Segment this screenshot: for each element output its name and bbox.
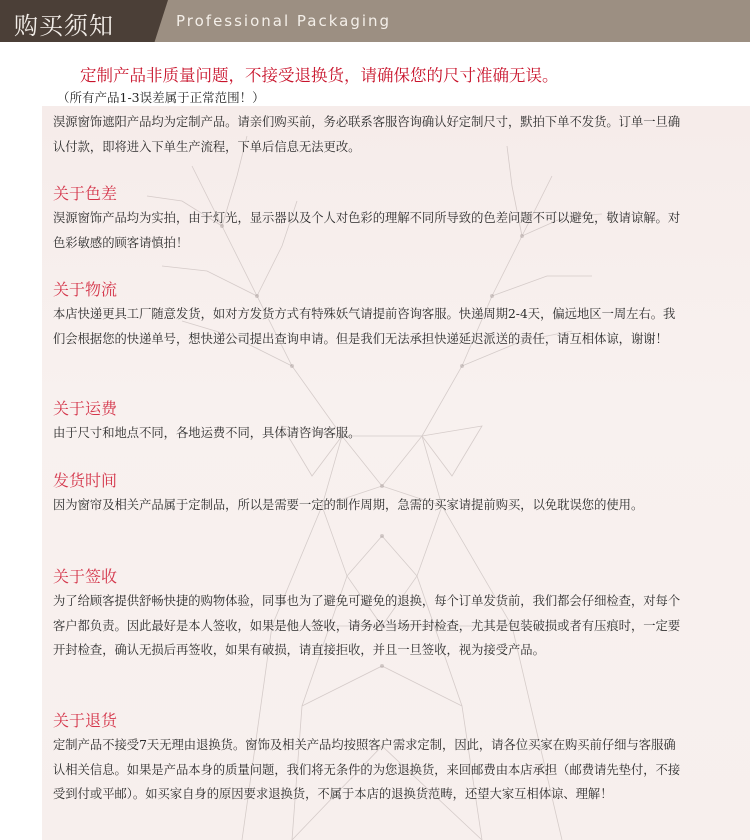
section-body: 本店快递更具工厂随意发货，如对方发货方式有特殊妖气请提前咨询客服。快递周期2-4天，偏远地区一周左右。我们会根据您的快递单号，想快递公司提出查询申请。但是我们无法承担快递延迟派送的责任，请互相体谅，谢谢！ — [53, 307, 676, 346]
section-returns — [53, 710, 683, 807]
intro-text: 淏源窗饰遮阳产品均为定制产品。请亲们购买前，务必联系客服咨询确认好定制尺寸，默拍下单不发货。订单一旦确认付款，即将进入下单生产流程，下单后信息无法更改。 — [53, 115, 681, 154]
section-signing — [53, 566, 683, 663]
section-title: 发货时间 — [53, 471, 118, 490]
header-bar — [0, 0, 750, 42]
section-title: 关于色差 — [53, 184, 118, 203]
tolerance-note: （所有产品1-3误差属于正常范围！） — [57, 90, 265, 105]
section-title: 关于退货 — [53, 711, 118, 730]
page-title: 购买须知 — [14, 12, 114, 40]
section-color-difference — [53, 183, 683, 255]
intro-section — [53, 109, 683, 159]
section-title: 关于运费 — [53, 399, 118, 418]
section-logistics — [53, 279, 683, 351]
section-title: 关于物流 — [53, 280, 118, 299]
section-body: 为了给顾客提供舒畅快捷的购物体验，同事也为了避免可避免的退换，每个订单发货前，我们都会仔细检查，对每个客户都负责。因此最好是本人签收，如果是他人签收，请务必当场开封检查，尤其是包装破损或者有压痕时，一定要开封检查，确认无损后再签收，如果有破损，请直接拒收，并且一旦签收，视为接受产品。 — [53, 594, 681, 657]
section-body: 定制产品不接受7天无理由退换货。窗饰及相关产品均按照客户需求定制，因此，请各位买家在购买前仔细与客服确认相关信息。如果是产品本身的质量问题，我们将无条件的为您退换货，来回邮费由本店承担（邮费请先垫付，不接受到付或平邮）。如买家自身的原因要求退换货，不属于本店的退换货范畴，还望大家互相体谅、理解！ — [53, 738, 681, 801]
section-delivery-time — [53, 470, 683, 518]
section-shipping-fee — [53, 398, 683, 446]
section-body: 淏源窗饰产品均为实拍，由于灯光，显示器以及个人对色彩的理解不同所导致的色差问题不可以避免，敬请谅解。对色彩敏感的顾客请慎拍！ — [53, 211, 681, 250]
section-body: 由于尺寸和地点不同，各地运费不同，具体请咨询客服。 — [53, 426, 361, 440]
page-subtitle: Professional Packaging — [176, 12, 392, 30]
section-body: 因为窗帘及相关产品属于定制品，所以是需要一定的制作周期，急需的买家请提前购买，以免耽误您的使用。 — [53, 498, 644, 512]
return-policy-notice: 定制产品非质量问题，不接受退换货，请确保您的尺寸准确无误。 — [80, 66, 559, 85]
section-title: 关于签收 — [53, 567, 118, 586]
